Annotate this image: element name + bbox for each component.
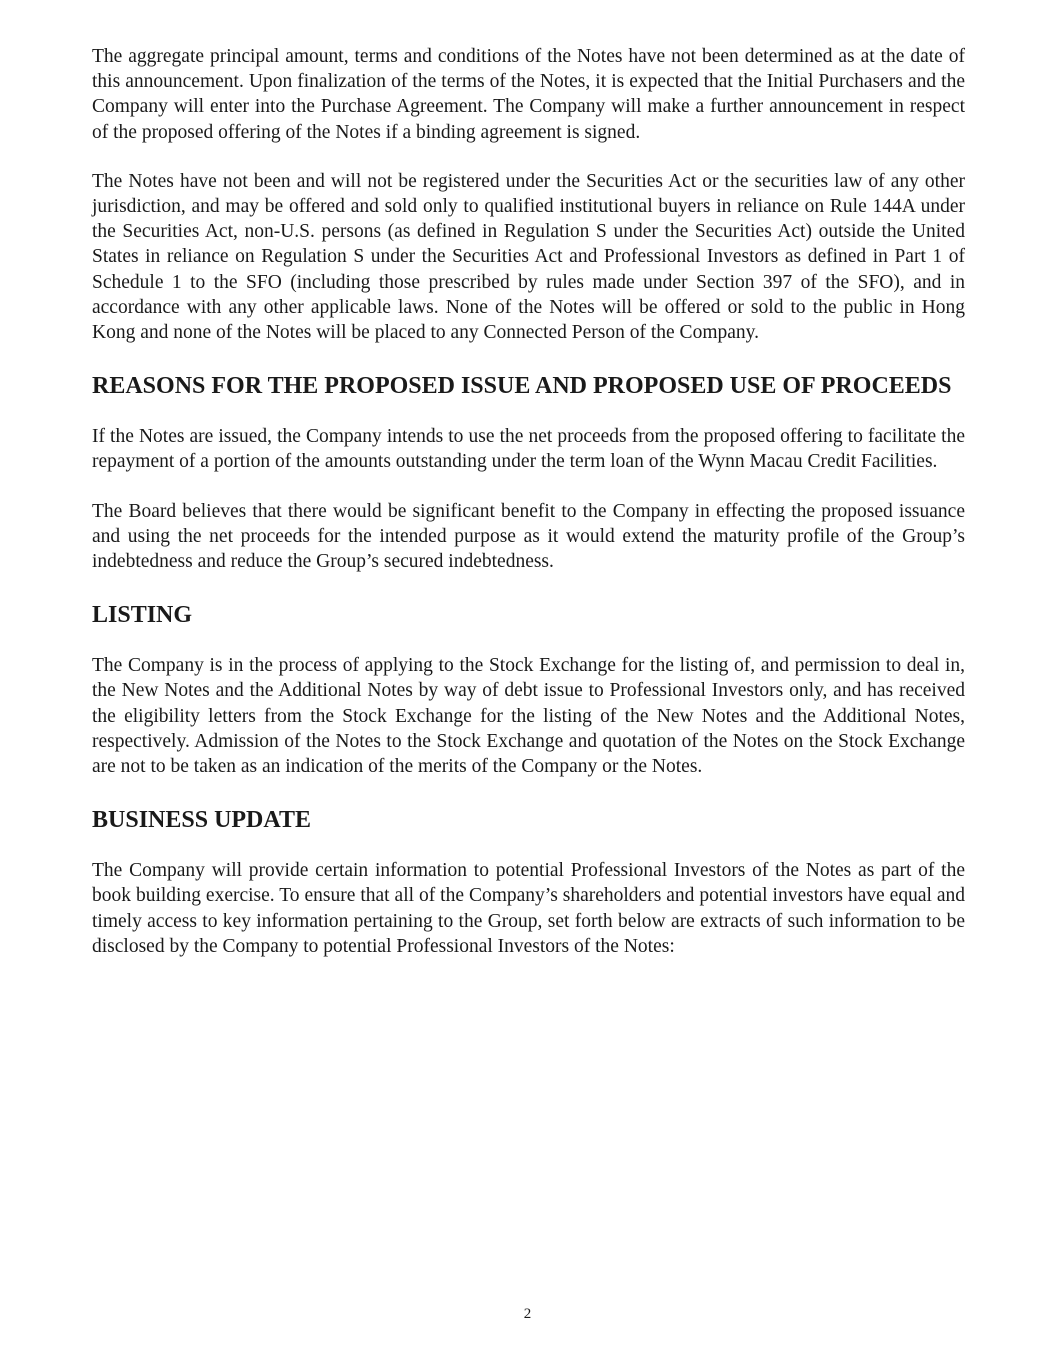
heading-business-update: BUSINESS UPDATE: [92, 807, 311, 834]
paragraph-notes-registration: The Notes have not been and will not be registered under the Securities Act or the securities law of any other jurisdiction, and may be offered and sold only to qualified institutional buyers in reliance on Rule 144A under the Securities Act, non-U.S. persons (as defined in Regulation S under the Securities Act) outside the United States in reliance on Regulation S under the Securities Act and Professional Investors as defined in Part 1 of Schedule 1 to the SFO (including those prescribed by rules made under Section 397 of the SFO), and in accordance with any other applicable laws. None of the Notes will be offered or sold to the public in Hong Kong and none of the Notes will be placed to any Connected Person of the Company.: [92, 170, 965, 344]
heading-reasons: REASONS FOR THE PROPOSED ISSUE AND PROPOSED USE OF PROCEEDS: [92, 373, 952, 400]
paragraph-business-update: The Company will provide certain information to potential Professional Investors of the Notes as part of the book building exercise. To ensure that all of the Company’s shareholders and potential investors have equal and timely access to key information pertaining to the Group, set forth below are extracts of such information to be disclosed by the Company to potential Professional Investors of the Notes:: [92, 860, 965, 957]
paragraph-listing: The Company is in the process of applying to the Stock Exchange for the listing of, and permission to deal in, the New Notes and the Additional Notes by way of debt issue to Professional Investors only, and has received the eligibility letters from the Stock Exchange for the listing of the New Notes and the Additional Notes, respectively. Admission of the Notes to the Stock Exchange and quotation of the Notes on the Stock Exchange are not to be taken as an indication of the merits of the Company or the Notes.: [92, 655, 965, 778]
paragraph-notes-terms: The aggregate principal amount, terms and conditions of the Notes have not been determined as at the date of this announcement. Upon finalization of the terms of the Notes, it is expected that the Initial Purchasers and the Company will enter into the Purchase Agreement. The Company will make a further announcement in respect of the proposed offering of the Notes if a binding agreement is signed.: [92, 46, 965, 143]
document-page: [92, 44, 965, 959]
page-number: 2: [523, 1306, 532, 1322]
paragraph-reasons-use-of-proceeds: If the Notes are issued, the Company intends to use the net proceeds from the proposed offering to facilitate the repayment of a portion of the amounts outstanding under the term loan of the Wynn Macau Credit Facilities.: [92, 426, 965, 473]
paragraph-reasons-board-belief: The Board believes that there would be significant benefit to the Company in effecting the proposed issuance and using the net proceeds for the intended purpose as it would extend the maturity profile of the Group’s indebtedness and reduce the Group’s secured indebtedness.: [92, 500, 965, 573]
heading-listing: LISTING: [92, 602, 193, 629]
